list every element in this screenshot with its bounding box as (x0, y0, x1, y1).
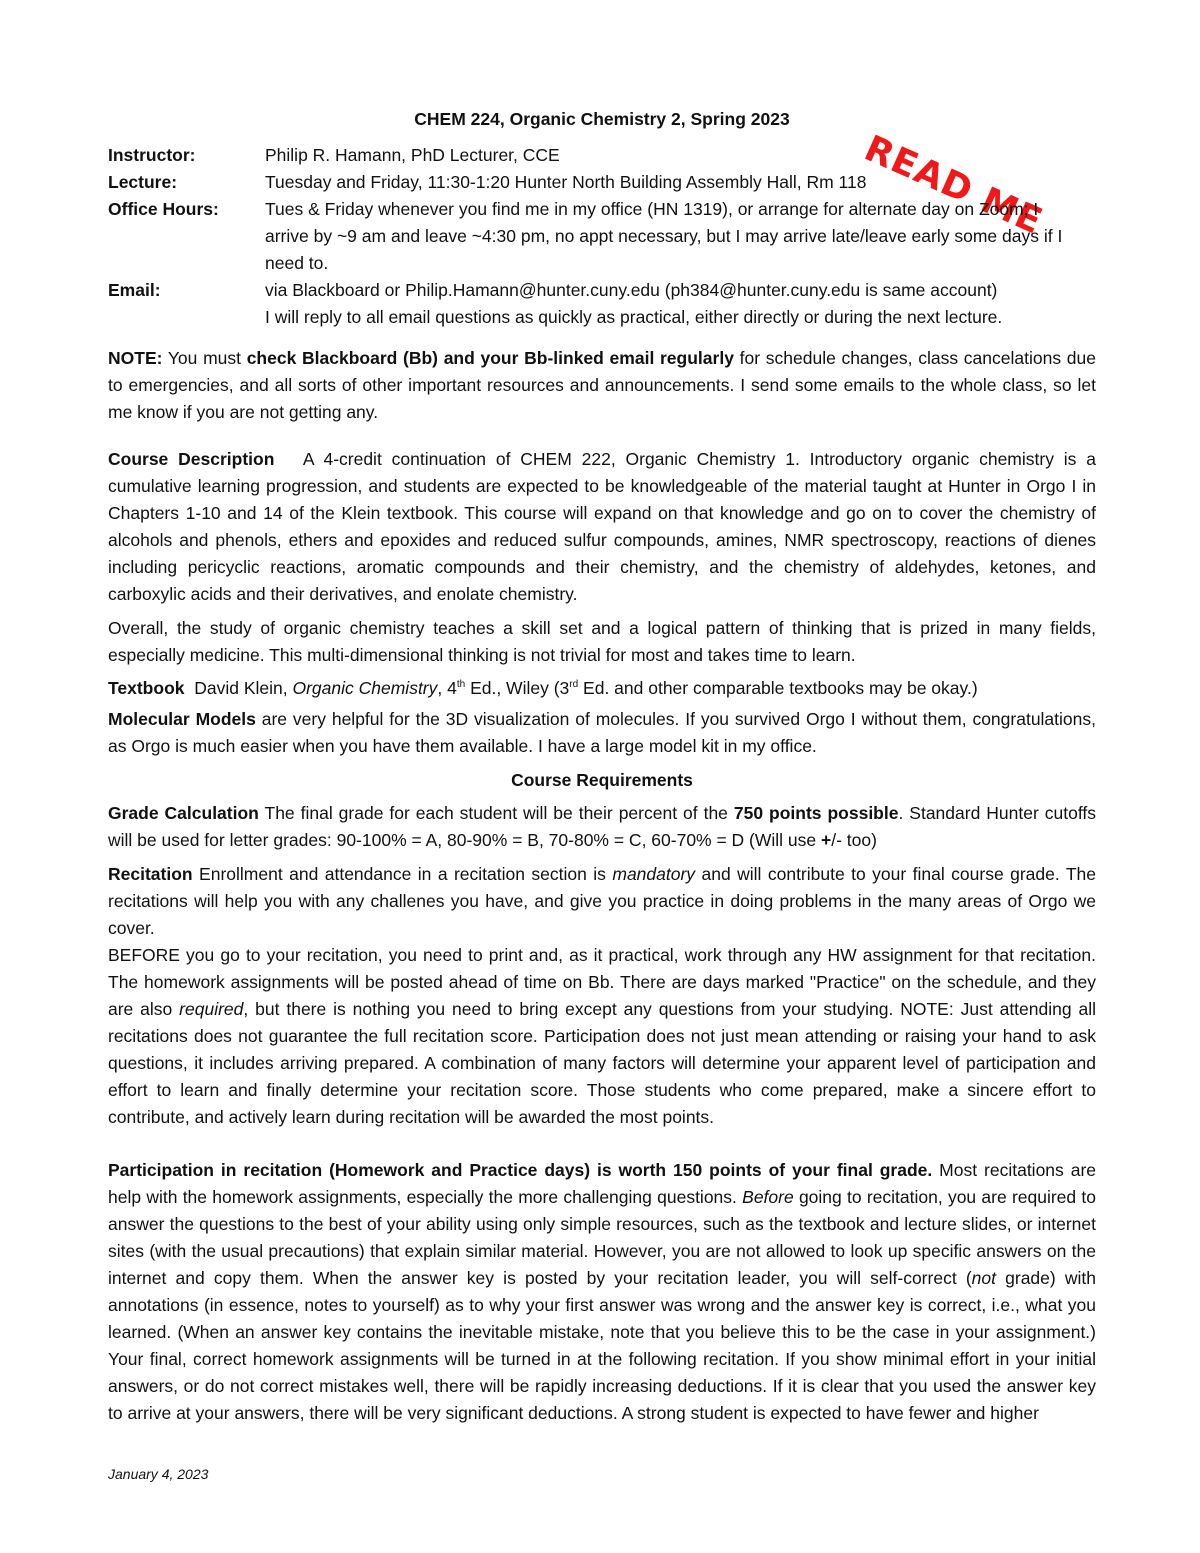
info-label: Instructor: (108, 145, 196, 165)
requirements-heading: Course Requirements (511, 770, 693, 790)
text: . Standard Hunter cutoffs will be used for letter grades: 90-100% = A, 80-90% = B, 70-80% = C, 60-70% = D (Will use (108, 803, 1096, 850)
text: Ed. and other comparable textbooks may be okay.) (578, 678, 978, 698)
info-value: Philip R. Hamann, PhD Lecturer, CCE (265, 145, 560, 165)
emphasis: Before (742, 1187, 794, 1207)
text: going to recitation, you are required to answer the questions to the best of your ability using only simple resources, such as the textbook and lecture slides, or internet sites (with the usual precautions) that explain similar material. However, you are not allowed to look up specific answers on the internet and copy them. When the answer key is posted by your recitation leader, you will self-correct ( (108, 1187, 1096, 1288)
section-label: Textbook (108, 678, 185, 698)
text: grade) with annotations (in essence, notes to yourself) as to why your first answer was wrong and the answer key is correct, i.e., what you learned. (When an answer key contains the inevitable mistake, note that you believe this to be the case in your assignment.) Your final, correct homework assignments will be turned in at the following recitation. If you show minimal effort in your initial answers, or do not correct mistakes well, there will be rapidly increasing deductions. If it is clear that you used the answer key to arrive at your answers, there will be very significant deductions. A strong student is expected to have fewer and higher (108, 1268, 1096, 1423)
participation-paragraph (108, 1157, 1096, 1427)
info-value: Tuesday and Friday, 11:30-1:20 Hunter North Building Assembly Hall, Rm 118 (265, 172, 867, 192)
email-line: via Blackboard or Philip.Hamann@hunter.cuny.edu (ph384@hunter.cuny.edu is same account) (265, 280, 998, 300)
section-label: Molecular Models (108, 709, 256, 729)
recitation-paragraph (108, 861, 1096, 942)
emphasis: required (179, 999, 244, 1019)
text: Ed., Wiley (3 (465, 678, 570, 698)
before-paragraph (108, 942, 1096, 1131)
info-label: Email: (108, 280, 161, 300)
text: The final grade for each student will be their percent of the (258, 803, 734, 823)
info-value: Tues & Friday whenever you find me in my office (HN 1319), or arrange for alternate day on Zoom; I arrive by ~9 am and leave ~4:30 pm, no appt necessary, but I may arrive late/leave early some days if I need to. (265, 199, 1063, 273)
plus-emphasis: + (821, 830, 832, 850)
note-paragraph (108, 345, 1096, 426)
text: /- too) (831, 830, 877, 850)
course-description (108, 446, 1096, 608)
grade-paragraph (108, 800, 1096, 854)
overall-paragraph: Overall, the study of organic chemistry teaches a skill set and a logical pattern of thinking that is prized in many fields, especially medicine. This multi-dimensional thinking is not trivial for most and takes time to learn. (108, 618, 1096, 665)
section-label: Recitation (108, 864, 193, 884)
note-emphasis: check Blackboard (Bb) and your Bb-linked email regularly (246, 348, 734, 368)
info-email (108, 277, 1096, 331)
text: BEFORE you go to your recitation, you need to print and, as it practical, work through any HW assignment for that recitation. The homework assignments will be posted ahead of time on Bb. There are days marked "Practice" on the schedule, and they are also (108, 945, 1096, 1019)
models-paragraph (108, 706, 1096, 760)
text: , but there is nothing you need to bring except any questions from your studying. NOTE: Just attending all recitations does not guarantee the full recitation score. Participation does not just mean attending or raising your hand to ask questions, it includes arriving prepared. A combination of many factors will determine your apparent level of participation and effort to learn and finally determine your recitation score. Those students who come prepared, make a sincere effort to contribute, and actively learn during recitation will be awarded the most points. (108, 999, 1096, 1127)
text: , 4 (437, 678, 457, 698)
note-label: NOTE: (108, 348, 163, 368)
superscript: rd (569, 679, 579, 691)
info-instructor (108, 142, 1096, 169)
emphasis: mandatory (612, 864, 696, 884)
points-emphasis: 750 points possible (733, 803, 899, 823)
participation-emphasis: Participation in recitation (Homework and Practice days) is worth 150 points of your final grade. (108, 1160, 933, 1180)
textbook-title: Organic Chemistry (292, 678, 438, 698)
section-label: Course Description (108, 449, 275, 469)
email-note: I will reply to all email questions as quickly as practical, either directly or during the next lecture. (265, 307, 1003, 327)
info-label: Lecture: (108, 172, 178, 192)
text: and will contribute to your final course grade. The recitations will help you with any challenes you have, and give you practice in doing problems in the many areas of Orgo we cover. (108, 864, 1097, 938)
info-label: Office Hours: (108, 199, 219, 219)
text: David Klein, (194, 678, 293, 698)
read-me-stamp: READ ME (858, 128, 1049, 243)
info-office-hours (108, 196, 1096, 277)
text: are very helpful for the 3D visualization of molecules. If you survived Orgo I without them, congratulations, as Orgo is much easier when you have them available. I have a large model kit in my office. (108, 709, 1096, 756)
info-lecture (108, 169, 1096, 196)
text: You must (162, 348, 247, 368)
page-title: CHEM 224, Organic Chemistry 2, Spring 2023 (414, 109, 790, 129)
course-info (108, 142, 1096, 331)
section-label: Grade Calculation (108, 803, 259, 823)
text: Enrollment and attendance in a recitation section is (192, 864, 613, 884)
textbook-paragraph (108, 675, 1096, 702)
emphasis: not (971, 1268, 996, 1288)
footer-date: January 4, 2023 (108, 1466, 209, 1482)
text: Most recitations are help with the homework assignments, especially the more challenging questions. (108, 1160, 1096, 1207)
text: for schedule changes, class cancelations due to emergencies, and all sorts of other important resources and announcements. I send some emails to the whole class, so let me know if you are not getting any. (108, 348, 1096, 422)
text: A 4-credit continuation of CHEM 222, Organic Chemistry 1. Introductory organic chemistry is a cumulative learning progression, and students are expected to be knowledgeable of the material taught at Hunter in Orgo I in Chapters 1-10 and 14 of the Klein textbook. This course will expand on that knowledge and go on to cover the chemistry of alcohols and phenols, ethers and epoxides and reduced sulfur compounds, amines, NMR spectroscopy, reactions of dienes including pericyclic reactions, aromatic compounds and their chemistry, and the chemistry of aldehydes, ketones, and carboxylic acids and their derivatives, and enolate chemistry. (108, 449, 1096, 604)
superscript: th (456, 679, 466, 691)
